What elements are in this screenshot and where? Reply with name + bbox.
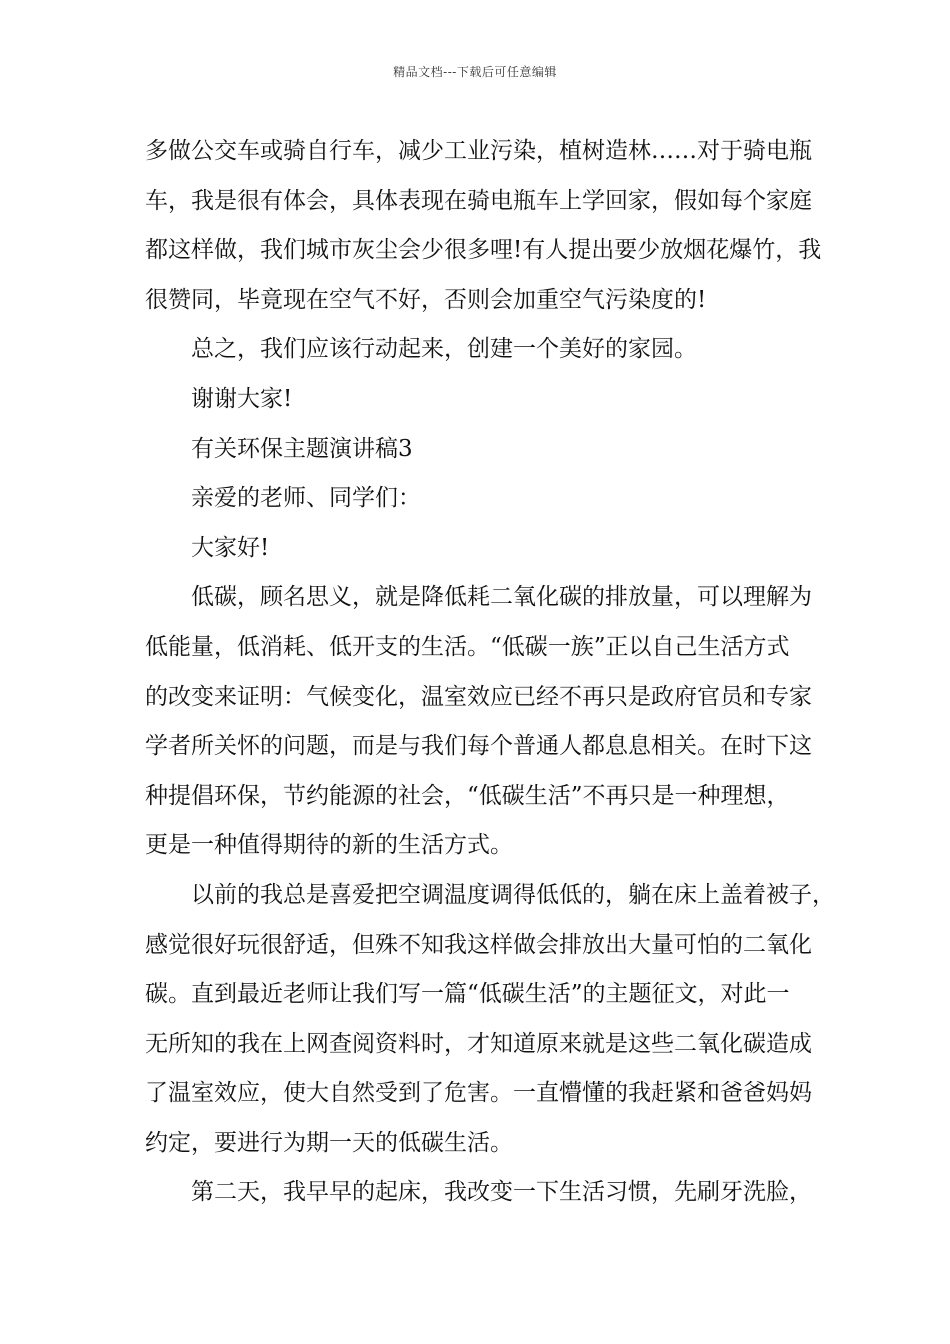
text-line: 学者所关怀的问题，而是与我们每个普通人都息息相关。在时下这 <box>145 733 812 760</box>
paragraph <box>145 127 825 325</box>
text-line: 无所知的我在上网查阅资料时，才知道原来就是这些二氧化碳造成 <box>145 1030 812 1057</box>
text-line: 约定，要进行为期一天的低碳生活。 <box>145 1129 513 1156</box>
text-line: 的改变来证明：气候变化，温室效应已经不再只是政府官员和专家 <box>145 683 812 710</box>
text-line: 更是一种值得期待的新的生活方式。 <box>145 832 513 859</box>
text-line: 车，我是很有体会，具体表现在骑电瓶车上学回家，假如每个家庭 <box>145 187 812 214</box>
text-line: 碳。直到最近老师让我们写一篇“低碳生活”的主题征文，对此一 <box>145 981 790 1008</box>
paragraph <box>145 871 835 1169</box>
text-line: 亲爱的老师、同学们： <box>191 485 421 512</box>
text-line: 谢谢大家! <box>191 385 293 412</box>
page-header: 精品文档---下载后可任意编辑 <box>393 65 557 79</box>
text-line: 低能量，低消耗、低开支的生活。“低碳一族”正以自己生活方式 <box>145 633 790 660</box>
text-line: 有关环保主题演讲稿3 <box>191 435 413 462</box>
paragraph <box>145 1168 825 1218</box>
text-line: 都这样做，我们城市灰尘会少很多哩!有人提出要少放烟花爆竹，我 <box>145 237 822 264</box>
paragraph <box>145 325 825 375</box>
paragraph <box>145 573 825 871</box>
text-line: 总之，我们应该行动起来，创建一个美好的家园。 <box>191 336 697 363</box>
text-line: 多做公交车或骑自行车，减少工业污染，植树造林……对于骑电瓶 <box>145 138 812 164</box>
text-line: 以前的我总是喜爱把空调温度调得低低的，躺在床上盖着被子， <box>191 881 835 908</box>
paragraph <box>145 375 825 425</box>
text-line: 种提倡环保，节约能源的社会，“低碳生活”不再只是一种理想， <box>145 782 790 809</box>
text-line: 低碳，顾名思义，就是降低耗二氧化碳的排放量，可以理解为 <box>191 584 812 611</box>
document-body <box>145 127 835 1218</box>
section-title <box>145 425 825 475</box>
text-line: 第二天，我早早的起床，我改变一下生活习惯，先刷牙洗脸， <box>191 1179 812 1206</box>
greeting <box>145 524 825 574</box>
text-line: 很赞同，毕竟现在空气不好，否则会加重空气污染度的! <box>145 286 707 313</box>
text-line: 了温室效应，使大自然受到了危害。一直懵懂的我赶紧和爸爸妈妈 <box>145 1080 812 1107</box>
text-line: 感觉很好玩很舒适，但殊不知我这样做会排放出大量可怕的二氧化 <box>145 931 812 958</box>
text-line: 大家好! <box>191 534 270 561</box>
salutation <box>145 474 825 524</box>
